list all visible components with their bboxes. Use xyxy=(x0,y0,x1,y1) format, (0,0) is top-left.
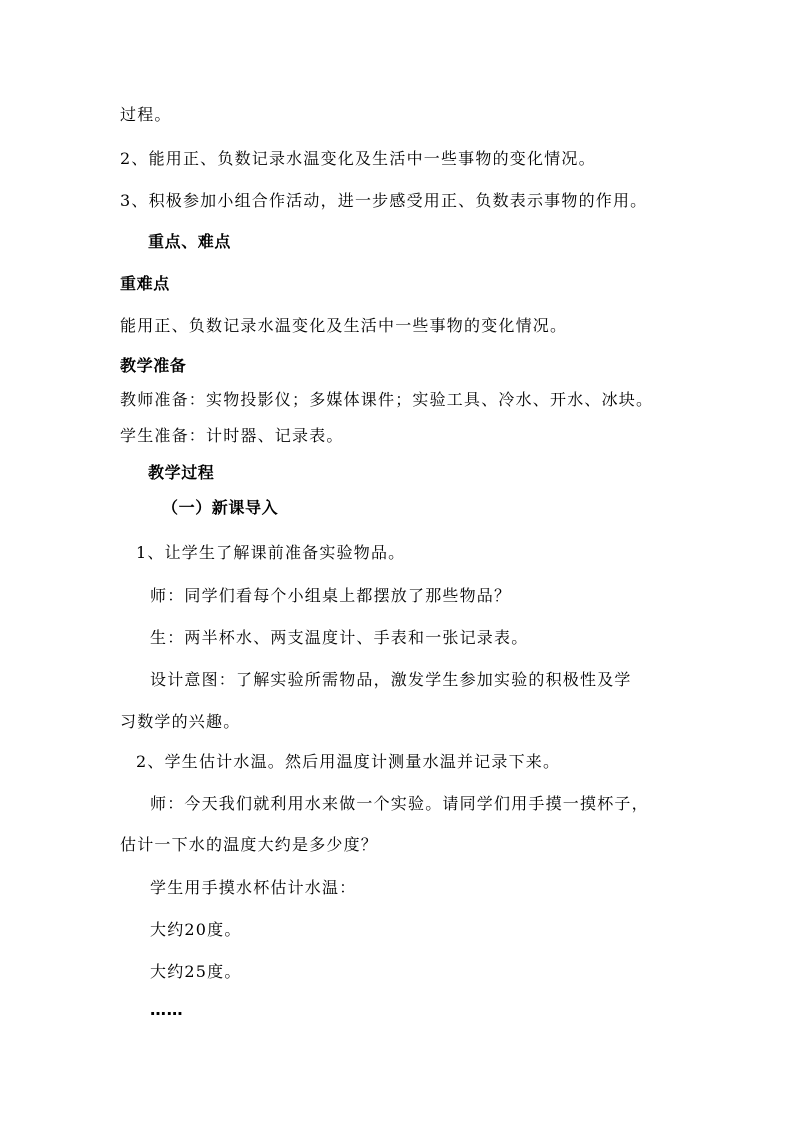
teacher-question-1: 师：同学们看每个小组桌上都摆放了那些物品？ xyxy=(150,586,512,605)
design-intent-continued: 习数学的兴趣。 xyxy=(120,712,241,731)
design-intent: 设计意图：了解实验所需物品，激发学生参加实验的积极性及学 xyxy=(150,670,632,689)
student-estimate-intro: 学生用手摸水杯估计水温： xyxy=(150,878,357,897)
step-2: 2、学生估计水温。然后用温度计测量水温并记录下来。 xyxy=(136,752,561,771)
student-preparation: 学生准备：计时器、记录表。 xyxy=(120,426,344,445)
objective-3: 3、积极参加小组合作活动，进一步感受用正、负数表示事物的作用。 xyxy=(120,191,648,210)
teacher-instruction-2-continued: 估计一下水的温度大约是多少度？ xyxy=(120,835,379,854)
estimate-25: 大约25度。 xyxy=(150,962,242,981)
objective-2: 2、能用正、负数记录水温变化及生活中一些事物的变化情况。 xyxy=(120,149,596,168)
step-1: 1、让学生了解课前准备实验物品。 xyxy=(136,543,406,562)
heading-preparation: 教学准备 xyxy=(120,356,187,375)
estimate-20: 大约20度。 xyxy=(150,920,242,939)
teacher-preparation: 教师准备：实物投影仪；多媒体课件；实验工具、冷水、开水、冰块。 xyxy=(120,390,654,409)
heading-difficulty: 重难点 xyxy=(120,274,170,293)
heading-process: 教学过程 xyxy=(148,463,215,482)
heading-key-points: 重点、难点 xyxy=(148,232,232,251)
student-answer-1: 生：两半杯水、两支温度计、手表和一张记录表。 xyxy=(150,628,529,647)
ellipsis: …… xyxy=(150,1000,184,1019)
subheading-introduction: （一）新课导入 xyxy=(162,498,279,517)
text-line: 过程。 xyxy=(120,105,172,124)
teacher-instruction-2: 师：今天我们就利用水来做一个实验。请同学们用手摸一摸杯子， xyxy=(150,794,649,813)
difficulty-text: 能用正、负数记录水温变化及生活中一些事物的变化情况。 xyxy=(120,316,568,335)
